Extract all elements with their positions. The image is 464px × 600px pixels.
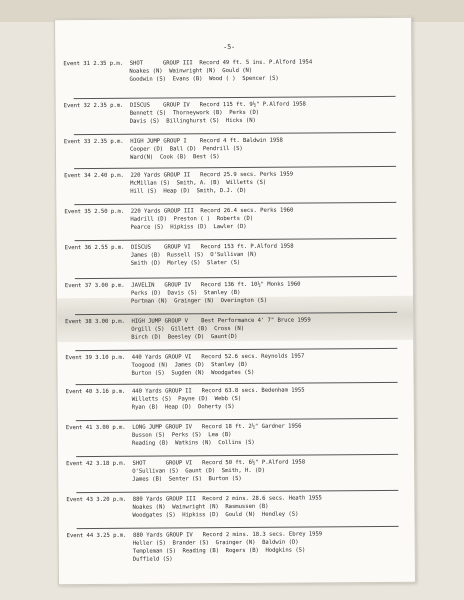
separator-rule: [76, 454, 398, 457]
competitor-line: McMillan (S) Smith, A. (B) Willetts (S): [130, 179, 267, 187]
competitor-line: Ryan (B) Heap (D) Doherty (S): [131, 404, 235, 411]
separator-rule: [76, 418, 398, 421]
event-heading: Event 32 2.35 p.m. DISCUS GROUP IV Record 115 ft. 9½" P.Alford 1958: [63, 101, 306, 110]
separator-rule: [74, 96, 396, 99]
competitor-line: Woodgates (S) Hipkiss (D) Gould (N) Hendley (S): [132, 511, 299, 519]
event-heading: Event 33 2.35 p.m. HIGH JUMP GROUP I Record 4 ft. Baldwin 1958: [63, 137, 283, 146]
competitor-line: Pearce (S) Hipkiss (D) Lawler (D): [130, 223, 247, 231]
competitor-line: Goodwin (S) Evans (B) Wood ( ) Spencer (S): [129, 75, 279, 83]
event-heading: Event 40 3.16 p.m. 440 Yards GROUP II Record 63.8 secs. Bedenham 1955: [65, 387, 305, 396]
competitor-line: Noakes (N) Wainwright (N) Gould (N): [129, 67, 253, 75]
separator-rule: [75, 276, 397, 279]
competitor-line: Hill (S) Heap (D) Smith, D.J. (D): [130, 187, 247, 195]
competitor-line: Busson (S) Perks (S) Lea (B): [131, 432, 232, 439]
separator-rule: [74, 202, 396, 205]
event-heading: Event 36 2.55 p.m. DISCUS GROUP VI Record 153 ft. P.Alford 1958: [64, 243, 294, 252]
event-block: [66, 386, 406, 412]
separator-rule: [75, 238, 397, 241]
event-heading: Event 43 3.20 p.m. 880 Yards GROUP III Record 2 mins. 28.6 secs. Heath 1955: [66, 495, 322, 504]
separator-rule: [75, 348, 397, 351]
event-block: [66, 494, 406, 520]
competitor-line: Toogood (N) James (D) Stanley (B): [131, 361, 248, 369]
competitor-line: Davis (S) Billinghurst (S) Hicks (N): [129, 117, 256, 125]
event-block: [64, 170, 404, 196]
event-heading: Event 31 2.35 p.m. SHOT GROUP III Record 49 ft. 5 ins. P.Alford 1954: [63, 59, 313, 68]
event-heading: Event 34 2.40 p.m. 220 Yards GROUP II Record 25.9 secs. Perks 1959: [64, 171, 294, 180]
event-heading: Event 39 3.10 p.m. 440 Yards GROUP VI Record 52.6 secs. Reynolds 1957: [65, 353, 305, 362]
competitor-line: Hadrill (D) Preston ( ) Roberts (D): [130, 215, 254, 223]
competitor-line: Noakes (N) Wainwright (N) Rasmussen (B): [132, 503, 269, 511]
competitor-line: Birch (D) Beesley (D) Gaunt(D): [131, 333, 238, 341]
competitor-line: O'Sullivan (S) Gaunt (D) Smith, H. (D): [132, 467, 265, 475]
competitor-line: Perks (D) Davis (S) Stanley (B): [130, 289, 241, 297]
event-block: [65, 316, 405, 342]
event-block: [63, 58, 403, 84]
event-heading: Event 35 2.50 p.m. 220 Yards GROUP III Record 26.4 secs. Perks 1960: [64, 207, 294, 216]
competitor-line: James (B) Russell (S) O'Sullivan (N): [130, 251, 257, 259]
document-page: [54, 17, 416, 585]
event-block: [64, 136, 404, 162]
competitor-line: Cooper (D) Ball (D) Pendrill (S): [129, 145, 243, 153]
event-heading: Event 44 3.25 p.m. 880 Yards GROUP IV Record 2 mins. 18.3 secs. Ebrey 1959: [66, 531, 323, 540]
competitor-line: Smith (D) Morley (S) Slater (S): [130, 259, 241, 267]
competitor-line: Heller (S) Brander (S) Grainger (N) Baldwin (D): [132, 539, 299, 547]
separator-rule: [74, 166, 396, 169]
event-block: [65, 242, 405, 268]
event-list: [55, 18, 411, 563]
event-block: [64, 206, 404, 232]
competitor-line: Duffield (S): [132, 556, 173, 563]
event-block: [66, 422, 406, 448]
event-heading: Event 37 3.00 p.m. JAVELIN GROUP IV Record 136 ft. 10½" Monks 1960: [64, 281, 301, 290]
page-number: -5-: [223, 42, 236, 52]
separator-rule: [76, 490, 398, 493]
competitor-line: Bennett (S) Thorneywork (B) Perks (D): [129, 109, 260, 117]
competitor-line: Portman (N) Grainger (N) Overington (S): [130, 297, 268, 305]
competitor-line: Ward(N) Cook (B) Best (S): [129, 154, 220, 161]
event-heading: Event 41 3.00 p.m. LONG JUMP GROUP IV Record 18 ft. 2½" Gardner 1956: [65, 423, 302, 432]
competitor-line: Templeman (S) Reading (B) Rogers (B) Hodgkins (S): [132, 547, 306, 555]
separator-rule: [74, 132, 396, 135]
separator-rule: [77, 526, 399, 529]
event-block: [67, 530, 407, 564]
event-block: [65, 352, 405, 378]
event-block: [66, 458, 406, 484]
event-block: [65, 280, 405, 306]
event-block: [64, 100, 404, 126]
competitor-line: Willetts (S) Payne (D) Webb (S): [131, 395, 242, 403]
competitor-line: Orgill (S) Gillett (B) Cross (N): [131, 325, 245, 333]
competitor-line: James (B) Senter (S) Burton (S): [132, 475, 242, 483]
competitor-line: Reading (B) Watkins (N) Collins (S): [131, 439, 255, 447]
separator-rule: [76, 382, 398, 385]
event-heading: Event 38 3.00 p.m. HIGH JUMP GROUP V Best Performance 4' 7" Bruce 1959: [65, 317, 311, 326]
competitor-line: Burton (S) Sugden (N) Woodgates (S): [131, 369, 255, 377]
event-heading: Event 42 3.18 p.m. SHOT GROUP VI Record 50 ft. 6½" P.Alford 1958: [66, 459, 306, 468]
